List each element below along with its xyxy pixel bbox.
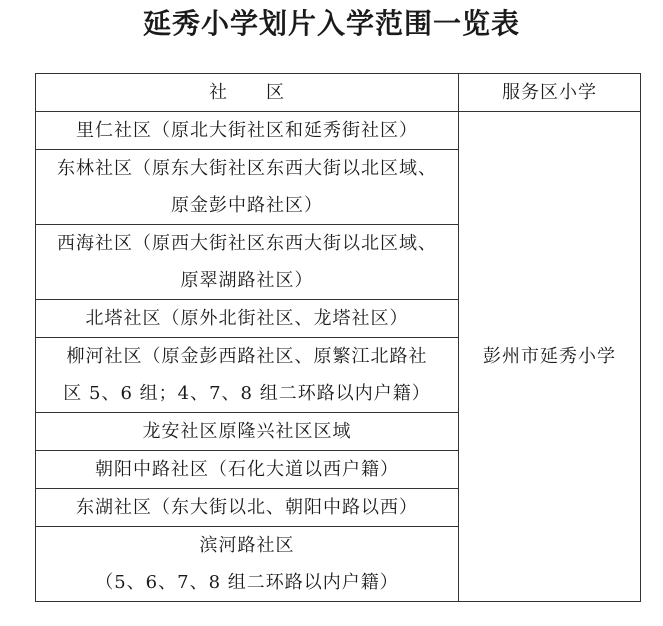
community-cell xyxy=(36,150,459,225)
header-community: 社 区 xyxy=(36,74,459,112)
community-cell xyxy=(36,112,459,150)
community-line: 北塔社区（原外北街社区、龙塔社区） xyxy=(85,308,409,329)
community-line: 滨河路社区 xyxy=(199,535,295,556)
community-cell xyxy=(36,413,459,451)
community-line: 东林社区（原东大街社区东西大街以北区域、 xyxy=(57,158,437,179)
community-line: 里仁社区（原北大街社区和延秀街社区） xyxy=(76,120,418,141)
community-cell xyxy=(36,225,459,300)
community-cell xyxy=(36,338,459,413)
community-cell xyxy=(36,527,459,602)
community-cell xyxy=(36,300,459,338)
page-title: 延秀小学划片入学范围一览表 xyxy=(142,7,520,40)
table-header-row xyxy=(36,74,641,112)
community-cell xyxy=(36,451,459,489)
enrollment-zone-table xyxy=(35,73,641,602)
table-row xyxy=(36,112,641,150)
community-line: 区 5、6 组；4、7、8 组二环路以内户籍） xyxy=(63,383,431,404)
community-line: 柳河社区（原金彭西路社区、原繁江北路社 xyxy=(66,346,428,367)
community-line: 西海社区（原西大街社区东西大街以北区域、 xyxy=(57,233,437,254)
community-line: 原金彭中路社区） xyxy=(171,195,323,216)
community-line: 龙安社区原隆兴社区区域 xyxy=(142,421,352,442)
header-school: 服务区小学 xyxy=(459,74,641,112)
community-line: 朝阳中路社区（石化大道以西户籍） xyxy=(95,459,399,480)
school-cell: 彭州市延秀小学 xyxy=(459,112,641,602)
community-line: 东湖社区（东大街以北、朝阳中路以西） xyxy=(76,497,418,518)
community-line: 原翠湖路社区） xyxy=(180,270,314,291)
community-cell xyxy=(36,489,459,527)
community-line: （5、6、7、8 组二环路以内户籍） xyxy=(95,572,399,593)
